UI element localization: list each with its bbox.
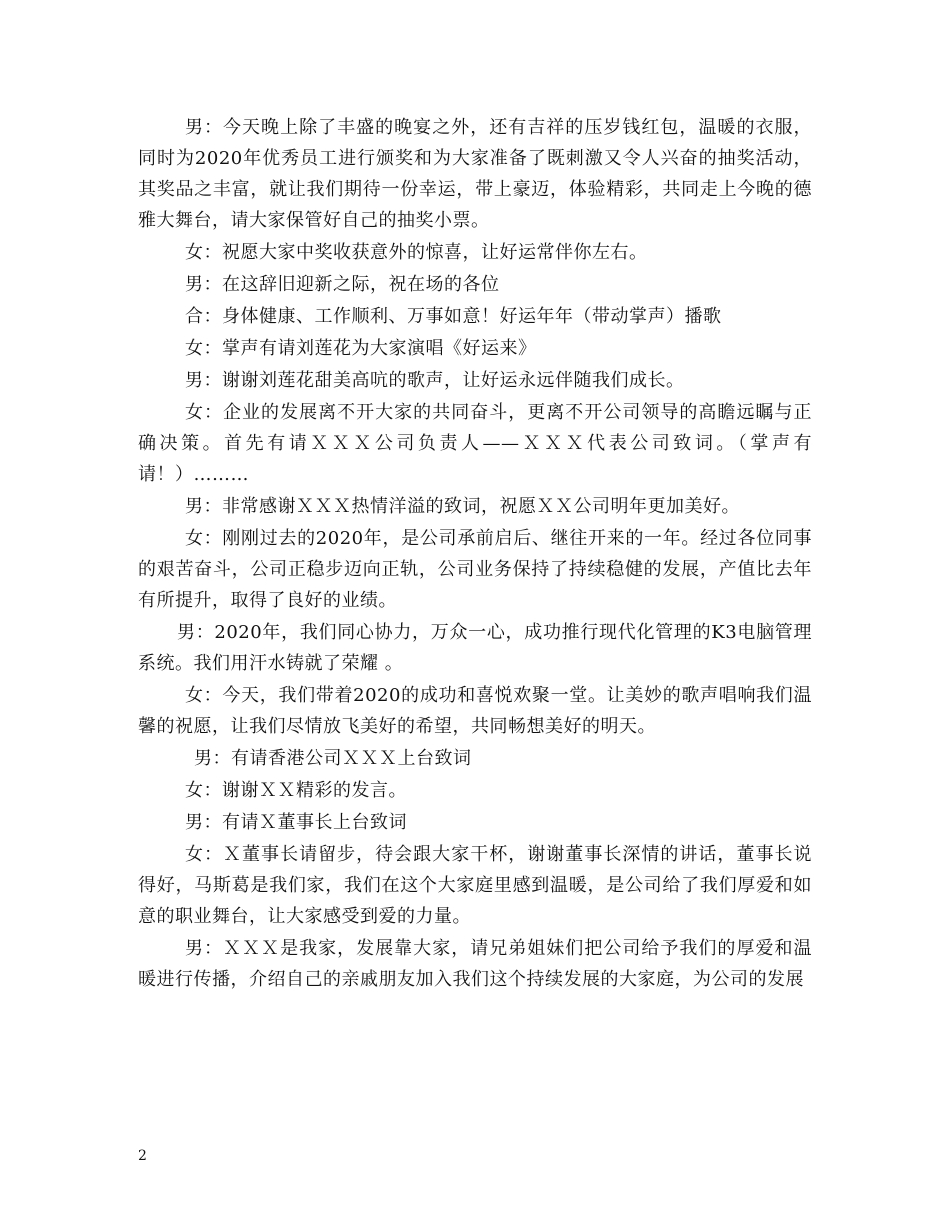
paragraph-14: 男：有请Ｘ董事长上台致词 xyxy=(185,812,407,833)
paragraph-2: 女：祝愿大家中奖收获意外的惊喜，让好运常伴你左右。 xyxy=(185,242,648,263)
paragraph-15: 女：Ｘ董事长请留步，待会跟大家干杯，谢谢董事长深情的讲话，董事长说得好，马斯葛是我们家，我们在这个大家庭里感到温暖，是公司给了我们厚爱和如意的职业舞台，让大家感受到爱的力量。 xyxy=(138,844,812,927)
document-body xyxy=(138,112,812,996)
paragraph-5: 女：掌声有请刘莲花为大家演唱《好运来》 xyxy=(185,338,537,359)
page-number: 2 xyxy=(138,1148,147,1164)
paragraph-16: 男：ＸＸＸ是我家，发展靠大家，请兄弟姐妹们把公司给予我们的厚爱和温暖进行传播，介绍自己的亲戚朋友加入我们这个持续发展的大家庭，为公司的发展 xyxy=(138,938,812,990)
paragraph-3: 男：在这辞旧迎新之际，祝在场的各位 xyxy=(185,274,500,295)
paragraph-11: 女：今天，我们带着2020的成功和喜悦欢聚一堂。让美妙的歌声唱响我们温馨的祝愿，让我们尽情放飞美好的希望，共同畅想美好的明天。 xyxy=(138,685,812,737)
paragraph-12: 男：有请香港公司ＸＸＸ上台致词 xyxy=(194,748,472,769)
paragraph-7: 女：企业的发展离不开大家的共同奋斗，更离不开公司领导的高瞻远瞩与正确决策。首先有请ＸＸＸ公司负责人——ＸＸＸ代表公司致词。（掌声有请！）……… xyxy=(138,402,812,485)
paragraph-9: 女：刚刚过去的2020年，是公司承前启后、继往开来的一年。经过各位同事的艰苦奋斗，公司正稳步迈向正轨，公司业务保持了持续稳健的发展，产值比去年有所提升，取得了良好的业绩。 xyxy=(138,528,812,611)
paragraph-6: 男：谢谢刘莲花甜美高吭的歌声，让好运永远伴随我们成长。 xyxy=(185,370,685,391)
paragraph-8: 男：非常感谢ＸＸＸ热情洋溢的致词，祝愿ＸＸ公司明年更加美好。 xyxy=(185,496,740,517)
paragraph-10: 男：2020年，我们同心协力，万众一心，成功推行现代化管理的K3电脑管理系统。我们用汗水铸就了荣耀 。 xyxy=(138,622,812,674)
paragraph-1: 男：今天晚上除了丰盛的晚宴之外，还有吉祥的压岁钱红包，温暖的衣服，同时为2020年优秀员工进行颁奖和为大家准备了既刺激又令人兴奋的抽奖活动，其奖品之丰富，就让我们期待一份幸运，带上豪迈，体验精彩，共同走上今晚的德雅大舞台，请大家保管好自己的抽奖小票。 xyxy=(138,117,812,231)
paragraph-4: 合：身体健康、工作顺利、万事如意！好运年年（带动掌声）播歌 xyxy=(185,306,722,327)
paragraph-13: 女：谢谢ＸＸ精彩的发言。 xyxy=(185,780,407,801)
